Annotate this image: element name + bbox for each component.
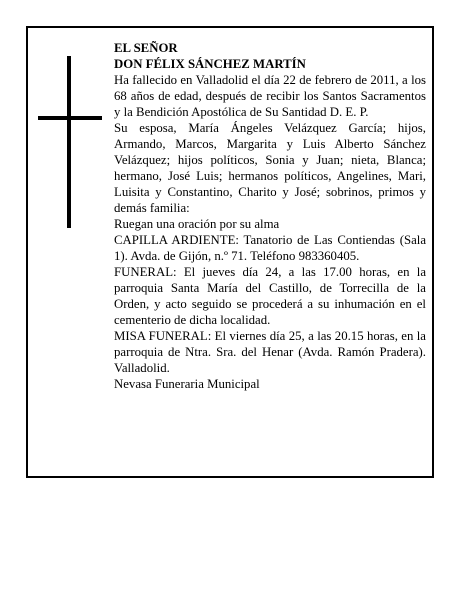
chapel-info: CAPILLA ARDIENTE: Tanatorio de Las Contiendas (Sala 1). Avda. de Gijón, n.º 71. Teléfono 983360405. xyxy=(114,233,426,263)
mass-info: MISA FUNERAL: El viernes día 25, a las 20.15 horas, en la parroquia de Ntra. Sra. del Henar (Avda. Ramón Pradera). Valladolid. xyxy=(114,329,426,375)
obituary-notice xyxy=(26,26,434,478)
notice-text xyxy=(114,40,426,392)
deceased-name: DON FÉLIX SÁNCHEZ MARTÍN xyxy=(114,57,306,71)
cross-icon xyxy=(38,56,102,228)
funeral-home: Nevasa Funeraria Municipal xyxy=(114,377,260,391)
family-list: Su esposa, María Ángeles Velázquez García; hijos, Armando, Marcos, Margarita y Luis Alberto Sánchez Velázquez; hijos políticos, Sonia y Juan; nieta, Blanca; hermano, José Luis; hermanos políticos, Angelines, Mari, Luisita y Constantino, Charito y José; sobrinos, primos y demás familia: xyxy=(114,121,426,215)
cross-horizontal-bar xyxy=(38,116,102,120)
prayer-request: Ruegan una oración por su alma xyxy=(114,217,280,231)
funeral-info: FUNERAL: El jueves día 24, a las 17.00 horas, en la parroquia Santa María del Castillo, de Torrecilla de la Orden, y acto seguido se procederá a su inhumación en el cementerio de dicha localidad. xyxy=(114,265,426,327)
notice-heading-title: EL SEÑOR xyxy=(114,41,178,55)
cross-vertical-bar xyxy=(67,56,71,228)
death-announcement: Ha fallecido en Valladolid el día 22 de febrero de 2011, a los 68 años de edad, después de recibir los Santos Sacramentos y la Bendición Apostólica de Su Santidad D. E. P. xyxy=(114,73,426,119)
